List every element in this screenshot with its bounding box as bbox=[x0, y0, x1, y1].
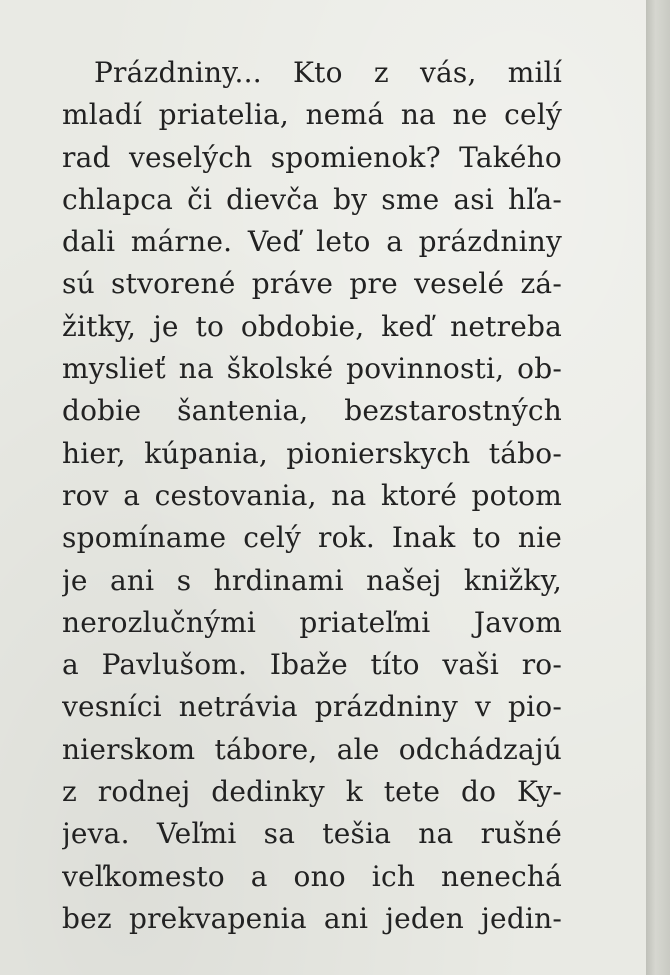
page-edge bbox=[646, 0, 670, 975]
text-line-3: rad veselých spomienok? Takého bbox=[62, 140, 562, 174]
text-line-4: chlapca či dievča by sme asi hľa- bbox=[62, 182, 562, 216]
text-line-9: dobie šantenia, bezstarostných bbox=[62, 394, 562, 428]
text-line-6: sú stvorené práve pre veselé zá- bbox=[62, 267, 562, 301]
text-line-5: dali márne. Veď leto a prázdniny bbox=[62, 225, 562, 259]
text-line-15: a Pavlušom. Ibaže títo vaši ro- bbox=[62, 648, 562, 682]
text-line-13: je ani s hrdinami našej knižky, bbox=[62, 563, 562, 597]
text-line-1: Prázdniny... Kto z vás, milí bbox=[94, 56, 562, 89]
paragraph-text bbox=[62, 52, 562, 940]
text-line-7: žitky, je to obdobie, keď netreba bbox=[62, 309, 562, 343]
text-line-18: z rodnej dedinky k tete do Ky- bbox=[62, 775, 562, 809]
text-line-16: vesníci netrávia prázdniny v pio- bbox=[62, 690, 562, 724]
text-line-19: jeva. Veľmi sa tešia na rušné bbox=[62, 817, 562, 851]
text-line-12: spomíname celý rok. Inak to nie bbox=[62, 521, 562, 555]
text-line-14: nerozlučnými priateľmi Javom bbox=[62, 605, 562, 639]
text-line-20: veľkomesto a ono ich nenechá bbox=[62, 859, 562, 893]
text-line-10: hier, kúpania, pionierskych tábo- bbox=[62, 436, 562, 470]
text-line-8: myslieť na školské povinnosti, ob- bbox=[62, 352, 562, 386]
text-line-11: rov a cestovania, na ktoré potom bbox=[62, 478, 562, 512]
text-line-21: bez prekvapenia ani jeden jedin- bbox=[62, 901, 562, 935]
text-line-17: nierskom tábore, ale odchádzajú bbox=[62, 732, 562, 766]
text-line-2: mladí priatelia, nemá na ne celý bbox=[62, 98, 562, 132]
